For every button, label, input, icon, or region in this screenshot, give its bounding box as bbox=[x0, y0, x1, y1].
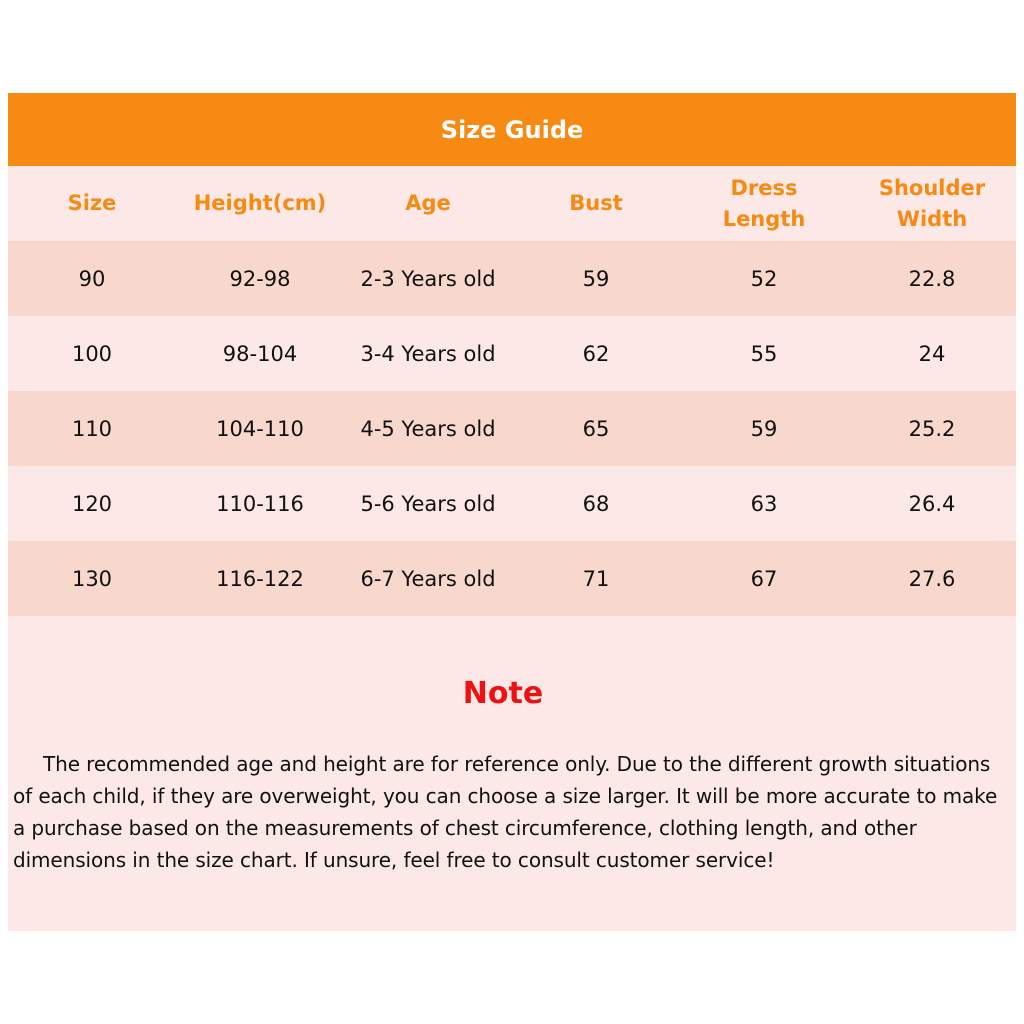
cell-size: 130 bbox=[8, 541, 176, 616]
cell-age: 6-7 Years old bbox=[344, 541, 512, 616]
cell-age: 3-4 Years old bbox=[344, 316, 512, 391]
note-text: The recommended age and height are for reference only. Due to the different growth situations of each child, if they are overweight, you can choose a size larger. It will be more accurate to make a purchase based on the measurements of chest circumference, clothing length, and other dimensions in the size chart. If unsure, feel free to consult customer service! bbox=[13, 752, 998, 872]
cell-shoulder-width: 26.4 bbox=[848, 466, 1016, 541]
size-guide-sheet bbox=[8, 93, 1016, 931]
table-row bbox=[8, 241, 1016, 316]
note-title: Note bbox=[462, 676, 544, 711]
column-header-shoulder-width: Shoulder Width bbox=[848, 166, 1016, 241]
cell-bust: 62 bbox=[512, 316, 680, 391]
cell-shoulder-width: 24 bbox=[848, 316, 1016, 391]
column-header-dress-length: Dress Length bbox=[680, 166, 848, 241]
table-row bbox=[8, 391, 1016, 466]
cell-age: 2-3 Years old bbox=[344, 241, 512, 316]
cell-height: 92-98 bbox=[176, 241, 344, 316]
cell-size: 120 bbox=[8, 466, 176, 541]
table-row bbox=[8, 316, 1016, 391]
column-header-age: Age bbox=[344, 166, 512, 241]
cell-shoulder-width: 25.2 bbox=[848, 391, 1016, 466]
cell-height: 98-104 bbox=[176, 316, 344, 391]
cell-dress-length: 67 bbox=[680, 541, 848, 616]
cell-dress-length: 59 bbox=[680, 391, 848, 466]
cell-age: 5-6 Years old bbox=[344, 466, 512, 541]
cell-shoulder-width: 27.6 bbox=[848, 541, 1016, 616]
cell-dress-length: 55 bbox=[680, 316, 848, 391]
column-header-bust: Bust bbox=[512, 166, 680, 241]
cell-bust: 71 bbox=[512, 541, 680, 616]
cell-height: 116-122 bbox=[176, 541, 344, 616]
cell-size: 100 bbox=[8, 316, 176, 391]
cell-dress-length: 52 bbox=[680, 241, 848, 316]
table-row bbox=[8, 541, 1016, 616]
column-header-height: Height(cm) bbox=[176, 166, 344, 241]
cell-shoulder-width: 22.8 bbox=[848, 241, 1016, 316]
size-table bbox=[8, 166, 1016, 616]
cell-bust: 68 bbox=[512, 466, 680, 541]
cell-dress-length: 63 bbox=[680, 466, 848, 541]
cell-height: 110-116 bbox=[176, 466, 344, 541]
cell-bust: 59 bbox=[512, 241, 680, 316]
column-header-size: Size bbox=[8, 166, 176, 241]
size-guide-title: Size Guide bbox=[8, 93, 1016, 166]
cell-size: 90 bbox=[8, 241, 176, 316]
table-row bbox=[8, 466, 1016, 541]
cell-height: 104-110 bbox=[176, 391, 344, 466]
cell-bust: 65 bbox=[512, 391, 680, 466]
cell-age: 4-5 Years old bbox=[344, 391, 512, 466]
cell-size: 110 bbox=[8, 391, 176, 466]
table-header-row bbox=[8, 166, 1016, 241]
